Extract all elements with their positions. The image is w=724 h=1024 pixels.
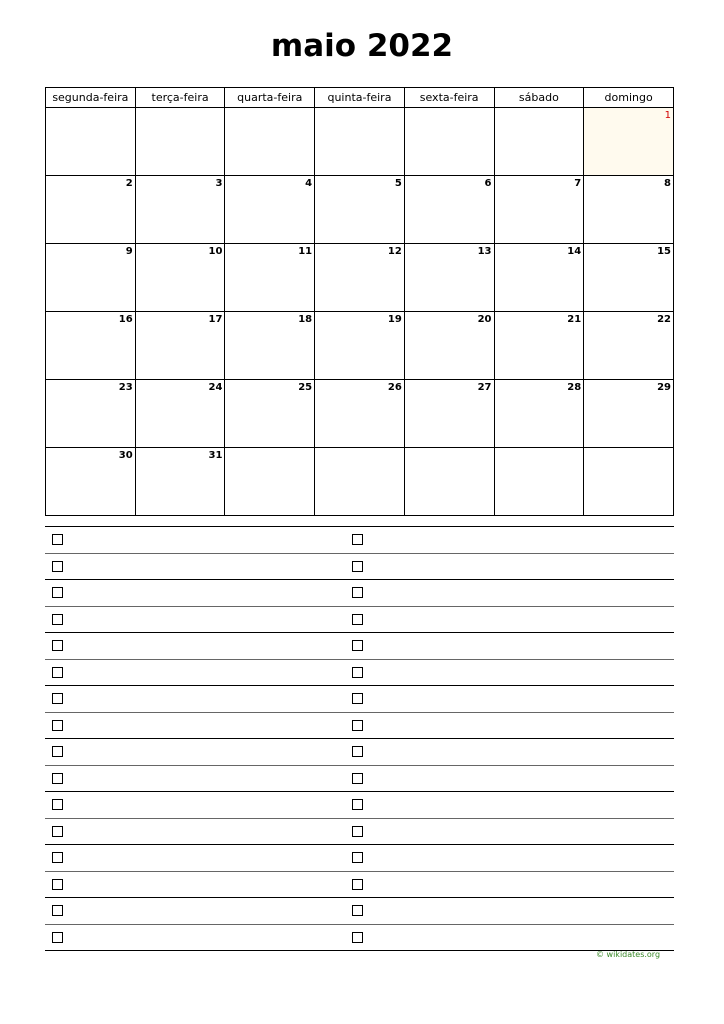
day-cell[interactable] bbox=[135, 312, 225, 380]
day-cell[interactable] bbox=[494, 448, 584, 516]
day-number: 18 bbox=[298, 314, 313, 325]
checkbox-icon[interactable] bbox=[52, 587, 63, 598]
day-number: 20 bbox=[477, 314, 492, 325]
checkbox-icon[interactable] bbox=[352, 799, 363, 810]
day-number: 4 bbox=[305, 178, 313, 189]
checkbox-icon[interactable] bbox=[352, 932, 363, 943]
day-number: 19 bbox=[387, 314, 402, 325]
day-cell[interactable] bbox=[584, 312, 674, 380]
day-cell[interactable] bbox=[584, 176, 674, 244]
day-number: 7 bbox=[574, 178, 582, 189]
day-cell[interactable] bbox=[225, 108, 315, 176]
day-cell[interactable] bbox=[584, 244, 674, 312]
checkbox-icon[interactable] bbox=[52, 746, 63, 757]
checkbox-icon[interactable] bbox=[52, 640, 63, 651]
checkbox-icon[interactable] bbox=[352, 852, 363, 863]
day-cell[interactable] bbox=[315, 176, 405, 244]
week-row bbox=[46, 380, 674, 448]
day-number: 3 bbox=[215, 178, 223, 189]
day-cell[interactable] bbox=[494, 244, 584, 312]
weekday-sunday: domingo bbox=[584, 88, 674, 108]
day-cell[interactable] bbox=[135, 380, 225, 448]
checkbox-icon[interactable] bbox=[352, 640, 363, 651]
checkbox-icon[interactable] bbox=[52, 773, 63, 784]
day-number: 30 bbox=[118, 450, 133, 461]
day-cell[interactable] bbox=[135, 176, 225, 244]
task-list bbox=[45, 526, 674, 951]
day-cell[interactable] bbox=[135, 108, 225, 176]
checkbox-icon[interactable] bbox=[52, 852, 63, 863]
checkbox-icon[interactable] bbox=[352, 693, 363, 704]
checkbox-icon[interactable] bbox=[352, 534, 363, 545]
day-cell[interactable] bbox=[315, 244, 405, 312]
task-row bbox=[45, 527, 674, 554]
day-number: 5 bbox=[394, 178, 402, 189]
day-cell[interactable] bbox=[404, 380, 494, 448]
day-number: 9 bbox=[125, 246, 133, 257]
day-cell[interactable] bbox=[584, 380, 674, 448]
day-cell[interactable] bbox=[225, 380, 315, 448]
weekday-wednesday: quarta-feira bbox=[225, 88, 315, 108]
week-row bbox=[46, 108, 674, 176]
checkbox-icon[interactable] bbox=[352, 879, 363, 890]
day-cell[interactable] bbox=[315, 108, 405, 176]
day-cell[interactable] bbox=[404, 108, 494, 176]
checkbox-icon[interactable] bbox=[52, 693, 63, 704]
checkbox-icon[interactable] bbox=[52, 932, 63, 943]
day-number: 25 bbox=[298, 382, 313, 393]
day-number: 13 bbox=[477, 246, 492, 257]
day-cell[interactable] bbox=[404, 312, 494, 380]
day-number: 10 bbox=[208, 246, 223, 257]
day-number: 17 bbox=[208, 314, 223, 325]
checkbox-icon[interactable] bbox=[352, 773, 363, 784]
weekday-header-row bbox=[46, 88, 674, 108]
day-cell[interactable] bbox=[46, 244, 136, 312]
day-number: 31 bbox=[208, 450, 223, 461]
week-row bbox=[46, 448, 674, 516]
checkbox-icon[interactable] bbox=[352, 826, 363, 837]
task-row bbox=[45, 819, 674, 846]
day-number: 2 bbox=[125, 178, 133, 189]
week-row bbox=[46, 176, 674, 244]
day-cell[interactable] bbox=[494, 176, 584, 244]
day-number: 26 bbox=[387, 382, 402, 393]
checkbox-icon[interactable] bbox=[52, 799, 63, 810]
day-cell[interactable] bbox=[494, 380, 584, 448]
task-row bbox=[45, 713, 674, 740]
day-number: 29 bbox=[657, 382, 671, 393]
day-cell[interactable] bbox=[46, 448, 136, 516]
day-cell[interactable] bbox=[225, 448, 315, 516]
checkbox-icon[interactable] bbox=[52, 534, 63, 545]
day-cell[interactable] bbox=[584, 108, 674, 176]
weekday-tuesday: terça-feira bbox=[135, 88, 225, 108]
checkbox-icon[interactable] bbox=[52, 905, 63, 916]
day-cell[interactable] bbox=[494, 312, 584, 380]
day-number: 12 bbox=[387, 246, 402, 257]
day-number: 21 bbox=[567, 314, 582, 325]
checkbox-icon[interactable] bbox=[352, 667, 363, 678]
day-number: 14 bbox=[567, 246, 582, 257]
day-cell[interactable] bbox=[225, 176, 315, 244]
task-row bbox=[45, 845, 674, 872]
day-cell[interactable] bbox=[404, 448, 494, 516]
task-row bbox=[45, 607, 674, 634]
day-number: 23 bbox=[118, 382, 133, 393]
day-number: 11 bbox=[298, 246, 313, 257]
task-row bbox=[45, 872, 674, 899]
day-cell[interactable] bbox=[135, 448, 225, 516]
day-cell[interactable] bbox=[46, 312, 136, 380]
task-row bbox=[45, 739, 674, 766]
day-number: 8 bbox=[664, 178, 671, 189]
checkbox-icon[interactable] bbox=[352, 614, 363, 625]
task-row bbox=[45, 554, 674, 581]
task-row bbox=[45, 766, 674, 793]
checkbox-icon[interactable] bbox=[52, 614, 63, 625]
checkbox-icon[interactable] bbox=[52, 667, 63, 678]
task-row bbox=[45, 580, 674, 607]
day-number: 1 bbox=[664, 110, 671, 121]
calendar-grid bbox=[45, 87, 674, 516]
weekday-saturday: sábado bbox=[494, 88, 584, 108]
day-number: 6 bbox=[484, 178, 492, 189]
footer-credit: © wikidates.org bbox=[596, 950, 661, 959]
day-number: 16 bbox=[118, 314, 133, 325]
page-title: maio 2022 bbox=[270, 28, 454, 64]
day-number: 27 bbox=[477, 382, 492, 393]
checkbox-icon[interactable] bbox=[52, 879, 63, 890]
day-cell[interactable] bbox=[584, 448, 674, 516]
day-cell[interactable] bbox=[46, 380, 136, 448]
checkbox-icon[interactable] bbox=[352, 720, 363, 731]
task-row bbox=[45, 925, 674, 952]
day-number: 28 bbox=[567, 382, 582, 393]
checkbox-icon[interactable] bbox=[352, 746, 363, 757]
task-row bbox=[45, 660, 674, 687]
weekday-thursday: quinta-feira bbox=[315, 88, 405, 108]
checkbox-icon[interactable] bbox=[52, 720, 63, 731]
week-row bbox=[46, 312, 674, 380]
day-number: 22 bbox=[657, 314, 671, 325]
checkbox-icon[interactable] bbox=[52, 561, 63, 572]
task-row bbox=[45, 898, 674, 925]
day-cell[interactable] bbox=[46, 108, 136, 176]
checkbox-icon[interactable] bbox=[52, 826, 63, 837]
day-cell[interactable] bbox=[315, 312, 405, 380]
checkbox-icon[interactable] bbox=[352, 561, 363, 572]
task-row bbox=[45, 792, 674, 819]
day-number: 24 bbox=[208, 382, 223, 393]
task-row bbox=[45, 633, 674, 660]
day-cell[interactable] bbox=[315, 448, 405, 516]
day-cell[interactable] bbox=[404, 176, 494, 244]
weekday-monday: segunda-feira bbox=[46, 88, 136, 108]
day-cell[interactable] bbox=[46, 176, 136, 244]
day-cell[interactable] bbox=[315, 380, 405, 448]
day-cell[interactable] bbox=[225, 244, 315, 312]
task-row bbox=[45, 686, 674, 713]
week-row bbox=[46, 244, 674, 312]
checkbox-icon[interactable] bbox=[352, 905, 363, 916]
day-cell[interactable] bbox=[225, 312, 315, 380]
weekday-friday: sexta-feira bbox=[404, 88, 494, 108]
day-cell[interactable] bbox=[404, 244, 494, 312]
checkbox-icon[interactable] bbox=[352, 587, 363, 598]
day-cell[interactable] bbox=[135, 244, 225, 312]
day-cell[interactable] bbox=[494, 108, 584, 176]
day-number: 15 bbox=[657, 246, 671, 257]
